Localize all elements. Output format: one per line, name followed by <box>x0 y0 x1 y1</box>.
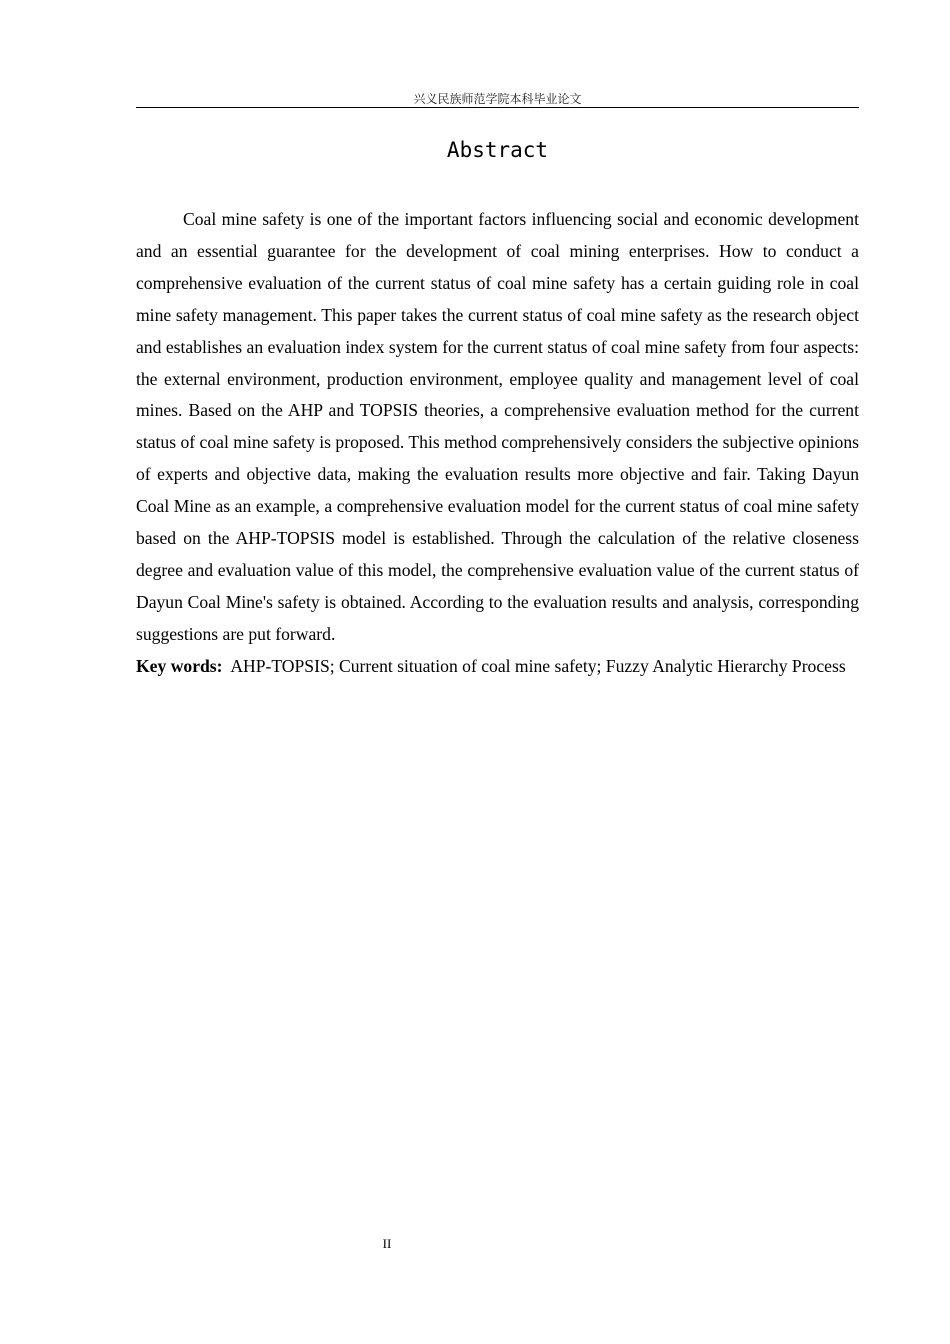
abstract-paragraph: Coal mine safety is one of the important factors influencing social and economic development and an essential guarantee for the development of coal mining enterprises. How to conduct a comprehensive evaluation of the current status of coal mine safety has a certain guiding role in coal mine safety management. This paper takes the current status of coal mine safety as the research object and establishes an evaluation index system for the current status of coal mine safety from four aspects: the external environment, production environment, employee quality and management level of coal mines. Based on the AHP and TOPSIS theories, a comprehensive evaluation method for the current status of coal mine safety is proposed. This method comprehensively considers the subjective opinions of experts and objective data, making the evaluation results more objective and fair. Taking Dayun Coal Mine as an example, a comprehensive evaluation model for the current status of coal mine safety based on the AHP-TOPSIS model is established. Through the calculation of the relative closeness degree and evaluation value of this model, the comprehensive evaluation value of the current status of Dayun Coal Mine's safety is obtained. According to the evaluation results and analysis, corresponding suggestions are put forward. <box>136 209 859 644</box>
keywords-line <box>136 651 859 683</box>
page-number: II <box>382 1236 392 1251</box>
keywords-list: AHP-TOPSIS; Current situation of coal mine safety; Fuzzy Analytic Hierarchy Process <box>230 655 846 676</box>
keywords-label: Key words: <box>136 655 223 676</box>
abstract-title: Abstract <box>446 138 549 162</box>
running-header: 兴义民族师范学院本科毕业论文 <box>136 92 859 108</box>
abstract-body <box>136 204 859 683</box>
